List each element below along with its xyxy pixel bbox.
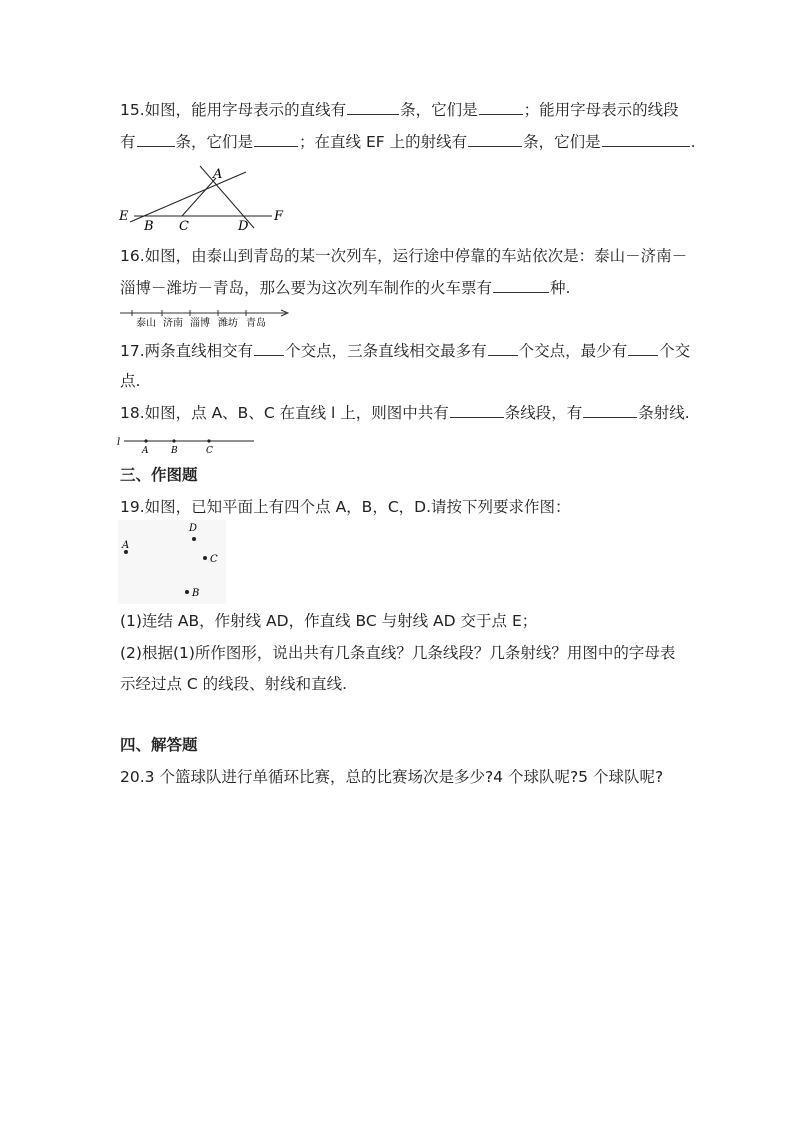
label-a: A: [142, 446, 149, 456]
point-c: [207, 439, 210, 442]
point-b: [185, 590, 189, 594]
answer-blank[interactable]: [628, 340, 658, 356]
station-label: 泰山: [136, 318, 156, 329]
q15-figure: [116, 160, 296, 234]
label-a: A: [213, 167, 223, 182]
section-heading: 三、作图题: [120, 466, 198, 484]
answer-blank[interactable]: [602, 131, 690, 147]
point-d: [192, 537, 196, 541]
q17-line1: 17.两条直线相交有 个交点，三条直线相交最多有 个交点，最少有 个交: [120, 342, 691, 360]
q16-line1: 16.如图，由泰山到青岛的某一次列车，运行途中停靠的车站依次是：泰山－济南－: [120, 247, 688, 265]
label-c: C: [179, 219, 189, 234]
q19-part2-line2: 示经过点 C 的线段、射线和直线.: [120, 675, 348, 693]
answer-blank[interactable]: [450, 402, 504, 418]
label-d: D: [189, 523, 198, 534]
q16-line2: 淄博－潍坊－青岛，那么要为这次列车制作的火车票有 种.: [120, 279, 571, 297]
answer-blank[interactable]: [479, 99, 523, 115]
label-l: l: [117, 437, 121, 448]
answer-blank[interactable]: [347, 99, 399, 115]
q18-figure: [116, 432, 258, 456]
label-b: B: [192, 588, 200, 599]
answer-blank[interactable]: [583, 402, 637, 418]
label-b: B: [171, 446, 178, 456]
q19-line1: 19.如图，已知平面上有四个点 A，B，C，D.请按下列要求作图：: [120, 498, 571, 516]
q15-line1: 15.如图，能用字母表示的直线有 条，它们是 ；能用字母表示的线段: [120, 101, 679, 119]
point-b: [172, 439, 175, 442]
label-c: C: [206, 446, 213, 456]
q17-line2: 点.: [120, 372, 141, 390]
answer-blank[interactable]: [254, 131, 298, 147]
q19-part2-line1: (2)根据(1)所作图形，说出共有几条直线？几条线段？几条射线？用图中的字母表: [120, 644, 676, 662]
q20-line: 20.3 个篮球队进行单循环比赛，总的比赛场次是多少?4 个球队呢?5 个球队呢?: [120, 768, 664, 786]
station-label: 青岛: [246, 318, 266, 329]
q19-part1: (1)连结 AB，作射线 AD，作直线 BC 与射线 AD 交于点 E；: [120, 612, 538, 630]
q16-railway-figure: [118, 307, 294, 331]
answer-blank[interactable]: [468, 131, 522, 147]
q19-figure: [118, 520, 226, 604]
q15-line2: 有 条，它们是 ；在直线 EF 上的射线有 条，它们是 .: [120, 133, 696, 151]
label-a: A: [122, 540, 130, 551]
point-c: [203, 556, 207, 560]
label-e: E: [119, 209, 129, 224]
line-ba: [130, 172, 246, 222]
answer-blank[interactable]: [493, 277, 549, 293]
q18-line1: 18.如图，点 A、B、C 在直线 l 上，则图中共有 条线段，有 条射线.: [120, 404, 690, 422]
answer-blank[interactable]: [254, 340, 284, 356]
answer-blank[interactable]: [137, 131, 175, 147]
label-c: C: [210, 554, 218, 565]
station-label: 淄博: [190, 318, 210, 329]
label-d: D: [238, 219, 249, 234]
station-label: 潍坊: [218, 318, 238, 329]
station-label: 济南: [163, 318, 183, 329]
point-a: [144, 439, 147, 442]
label-b: B: [144, 219, 154, 234]
answer-blank[interactable]: [488, 340, 518, 356]
section-heading: 四、解答题: [120, 736, 198, 754]
label-f: F: [274, 209, 284, 224]
